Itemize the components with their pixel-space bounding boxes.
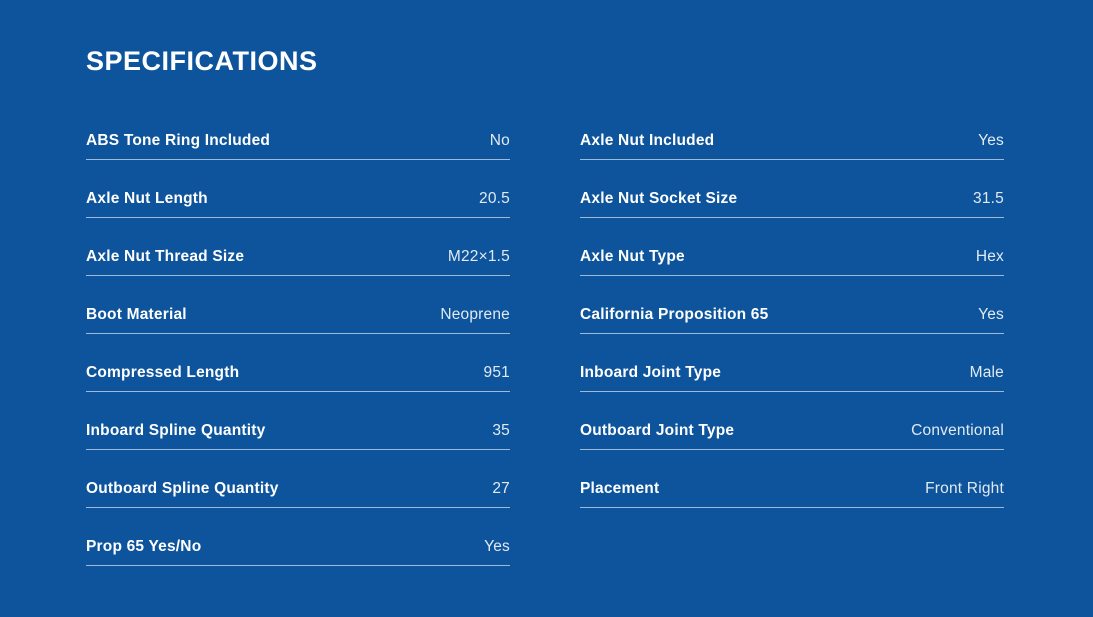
spec-row: [580, 305, 1004, 334]
specs-columns: [86, 131, 1004, 595]
spec-value: Neoprene: [440, 306, 510, 323]
spec-row: [86, 247, 510, 276]
spec-label: Axle Nut Thread Size: [86, 248, 245, 265]
spec-row: [580, 247, 1004, 276]
spec-value: Conventional: [911, 422, 1004, 439]
spec-row: [86, 305, 510, 334]
spec-label: Axle Nut Included: [580, 132, 715, 149]
spec-row: [580, 131, 1004, 160]
spec-label: Compressed Length: [86, 364, 240, 381]
spec-value: Yes: [978, 306, 1004, 323]
spec-row: [86, 189, 510, 218]
spec-value: 31.5: [973, 190, 1004, 207]
spec-label: Axle Nut Type: [580, 248, 685, 265]
spec-label: Placement: [580, 480, 660, 497]
spec-row: [86, 131, 510, 160]
spec-label: Prop 65 Yes/No: [86, 538, 202, 555]
spec-value: 951: [483, 364, 510, 381]
specs-column-left: [86, 131, 510, 595]
spec-value: 27: [492, 480, 510, 497]
spec-row: [580, 363, 1004, 392]
spec-row: [86, 363, 510, 392]
specs-column-right: [580, 131, 1004, 537]
spec-value: Yes: [484, 538, 510, 555]
spec-row: [580, 479, 1004, 508]
spec-value: Hex: [975, 248, 1004, 265]
spec-value: Male: [969, 364, 1004, 381]
spec-label: Inboard Spline Quantity: [86, 422, 266, 439]
spec-label: ABS Tone Ring Included: [86, 132, 271, 149]
spec-row: [580, 421, 1004, 450]
spec-label: Inboard Joint Type: [580, 364, 722, 381]
spec-row: [86, 421, 510, 450]
spec-label: Outboard Joint Type: [580, 422, 735, 439]
specifications-title: SPECIFICATIONS: [86, 46, 318, 76]
spec-label: Axle Nut Length: [86, 190, 208, 207]
spec-value: Front Right: [925, 480, 1004, 497]
spec-value: No: [489, 132, 510, 149]
spec-label: Axle Nut Socket Size: [580, 190, 738, 207]
spec-row: [86, 479, 510, 508]
spec-value: Yes: [978, 132, 1004, 149]
spec-value: 20.5: [479, 190, 510, 207]
spec-value: M22×1.5: [447, 248, 510, 265]
spec-row: [86, 537, 510, 566]
spec-label: California Proposition 65: [580, 306, 769, 323]
spec-label: Boot Material: [86, 306, 187, 323]
spec-row: [580, 189, 1004, 218]
spec-label: Outboard Spline Quantity: [86, 480, 279, 497]
spec-value: 35: [492, 422, 510, 439]
